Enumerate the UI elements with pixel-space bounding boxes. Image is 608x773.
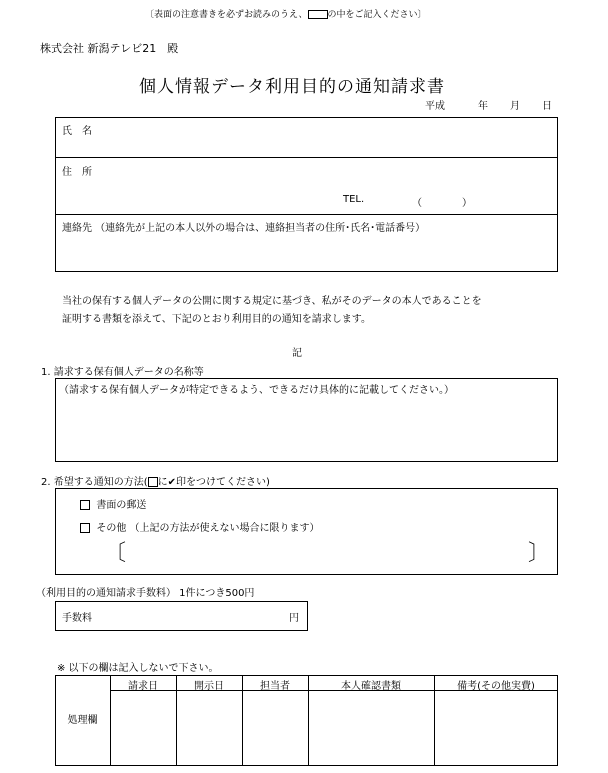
check-mark-icon: ✔: [167, 477, 177, 488]
section1-note: （請求する保有個人データが特定できるよう、できるだけ具体的に記載してください。）: [59, 385, 454, 396]
section2-heading-before: 2. 希望する通知の方法(: [41, 477, 148, 488]
row-label-processing: 処理欄: [67, 715, 98, 726]
input-area-marker: [308, 10, 328, 19]
page-title: 個人情報データ利用目的の通知請求書: [139, 77, 445, 97]
address-label: 住 所: [62, 167, 92, 178]
office-note: ※ 以下の欄は記入しないで下さい。: [57, 663, 219, 674]
intro-line-2: 証明する書類を添えて、下記のとおり利用目的の通知を請求します。: [62, 314, 371, 325]
addressee: 株式会社 新潟テレビ21 殿: [40, 42, 179, 55]
column-header-person-in-charge: 担当者: [260, 681, 290, 692]
date-day: 日: [542, 101, 552, 112]
fee-heading: （利用目的の通知請求手数料） 1件につき500円: [36, 588, 255, 599]
bracket-open: 〔: [104, 541, 127, 566]
top-note: [145, 7, 427, 20]
section2-heading-after: 印をつけてください): [176, 477, 270, 488]
option-other-label: その他 （上記の方法が使えない場合に限ります）: [96, 523, 320, 534]
section1-heading: 1. 請求する保有個人データの名称等: [41, 367, 204, 378]
section2-heading-middle: に: [157, 477, 168, 488]
top-note-after: の中をご記入ください〕: [327, 10, 427, 20]
column-header-disclosure-date: 開示日: [194, 681, 224, 692]
tel-label: TEL.: [343, 194, 365, 205]
contact-field[interactable]: [60, 234, 553, 268]
intro-line-1: 当社の保有する個人データの公開に関する規定に基づき、私がそのデータの本人であることを: [62, 296, 482, 307]
other-method-field[interactable]: [128, 545, 528, 567]
ki-label: 記: [292, 348, 302, 359]
date-year: 年: [478, 101, 488, 112]
divider: [55, 157, 558, 158]
column-header-request-date: 請求日: [128, 681, 158, 692]
fee-box[interactable]: [55, 601, 308, 631]
address-field[interactable]: [110, 160, 550, 188]
bracket-close: 〕: [528, 541, 551, 566]
option-other[interactable]: [80, 519, 320, 534]
divider: [55, 214, 558, 215]
contact-label: 連絡先 （連絡先が上記の本人以外の場合は、連絡担当者の住所･氏名･電話番号）: [62, 223, 426, 234]
fee-label: 手数料: [62, 613, 92, 624]
option-mail-label: 書面の郵送: [96, 500, 147, 511]
tel-field[interactable]: （ ）: [412, 198, 472, 209]
top-note-before: 〔表面の注意書きを必ずお読みのうえ、: [145, 10, 308, 20]
column-header-remarks: 備考(その他実費): [457, 681, 535, 692]
name-field[interactable]: [110, 120, 550, 154]
mail-checkbox[interactable]: [80, 500, 90, 510]
other-checkbox[interactable]: [80, 523, 90, 533]
name-label: 氏 名: [62, 126, 92, 137]
column-header-id-documents: 本人確認書類: [341, 681, 401, 692]
option-mail[interactable]: [80, 496, 146, 511]
date-month: 月: [510, 101, 520, 112]
date-era: 平成: [425, 101, 445, 112]
fee-unit: 円: [289, 613, 299, 624]
section2-heading: [41, 473, 270, 488]
checkbox-sample-icon: [148, 477, 158, 487]
